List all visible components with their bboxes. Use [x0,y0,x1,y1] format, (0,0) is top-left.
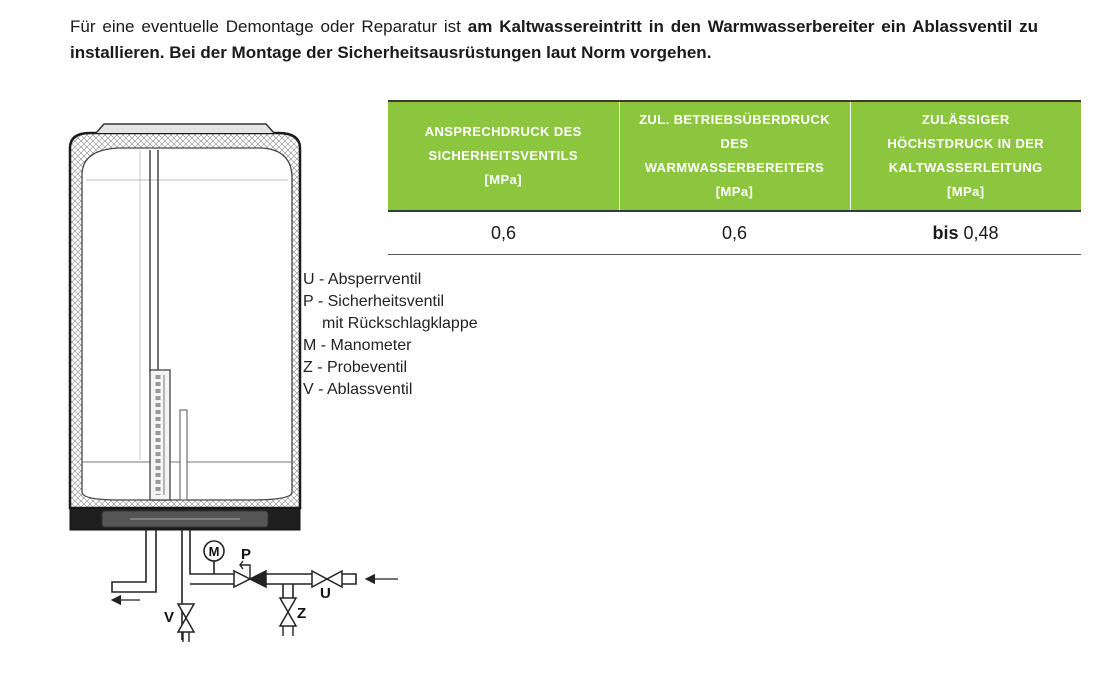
cell-response-pressure: 0,6 [388,211,619,255]
drain-valve-icon [164,604,194,642]
label-z: Z [297,605,307,622]
manometer-icon [204,541,224,561]
label-p: P [241,546,252,563]
label-u: U [320,585,331,602]
legend-item-p: P - Sicherheitsventil [303,293,445,310]
label-v: V [164,609,175,626]
header-max-pressure: ZULÄSSIGER HÖCHSTDRUCK IN DER KALTWASSERLEITUNG [MPa] [850,101,1081,211]
legend-item-z: Z - Probeventil [303,359,408,376]
cell-operating-pressure: 0,6 [619,211,850,255]
legend-item-v: V - Ablassventil [303,381,413,398]
header-operating-pressure: ZUL. BETRIEBSÜBERDRUCK DES WARMWASSERBEREITERS [MPa] [619,101,850,211]
label-m: M [208,544,220,559]
intro-plain-text: Für eine eventuelle Demontage oder Reparatur ist [70,17,468,36]
test-valve-icon [280,598,306,636]
safety-valve-icon [234,546,266,587]
legend-item-u: U - Absperrventil [303,271,422,288]
legend-item-m: M - Manometer [303,337,412,354]
legend-item-p-detail: mit Rückschlagklappe [322,315,478,332]
cell-max-pressure: bis 0,48 [850,211,1081,255]
shutoff-valve-icon [312,571,342,602]
header-response-pressure: ANSPRECHDRUCK DES SICHERHEITSVENTILS [MPa] [388,101,619,211]
intro-bold-text: am Kaltwassereintritt in den Warmwasserbereiter ein Ablassventil zu installieren. Bei der Montage der Sicherheitsausrüstungen laut Norm vorgehen. [70,17,1038,62]
